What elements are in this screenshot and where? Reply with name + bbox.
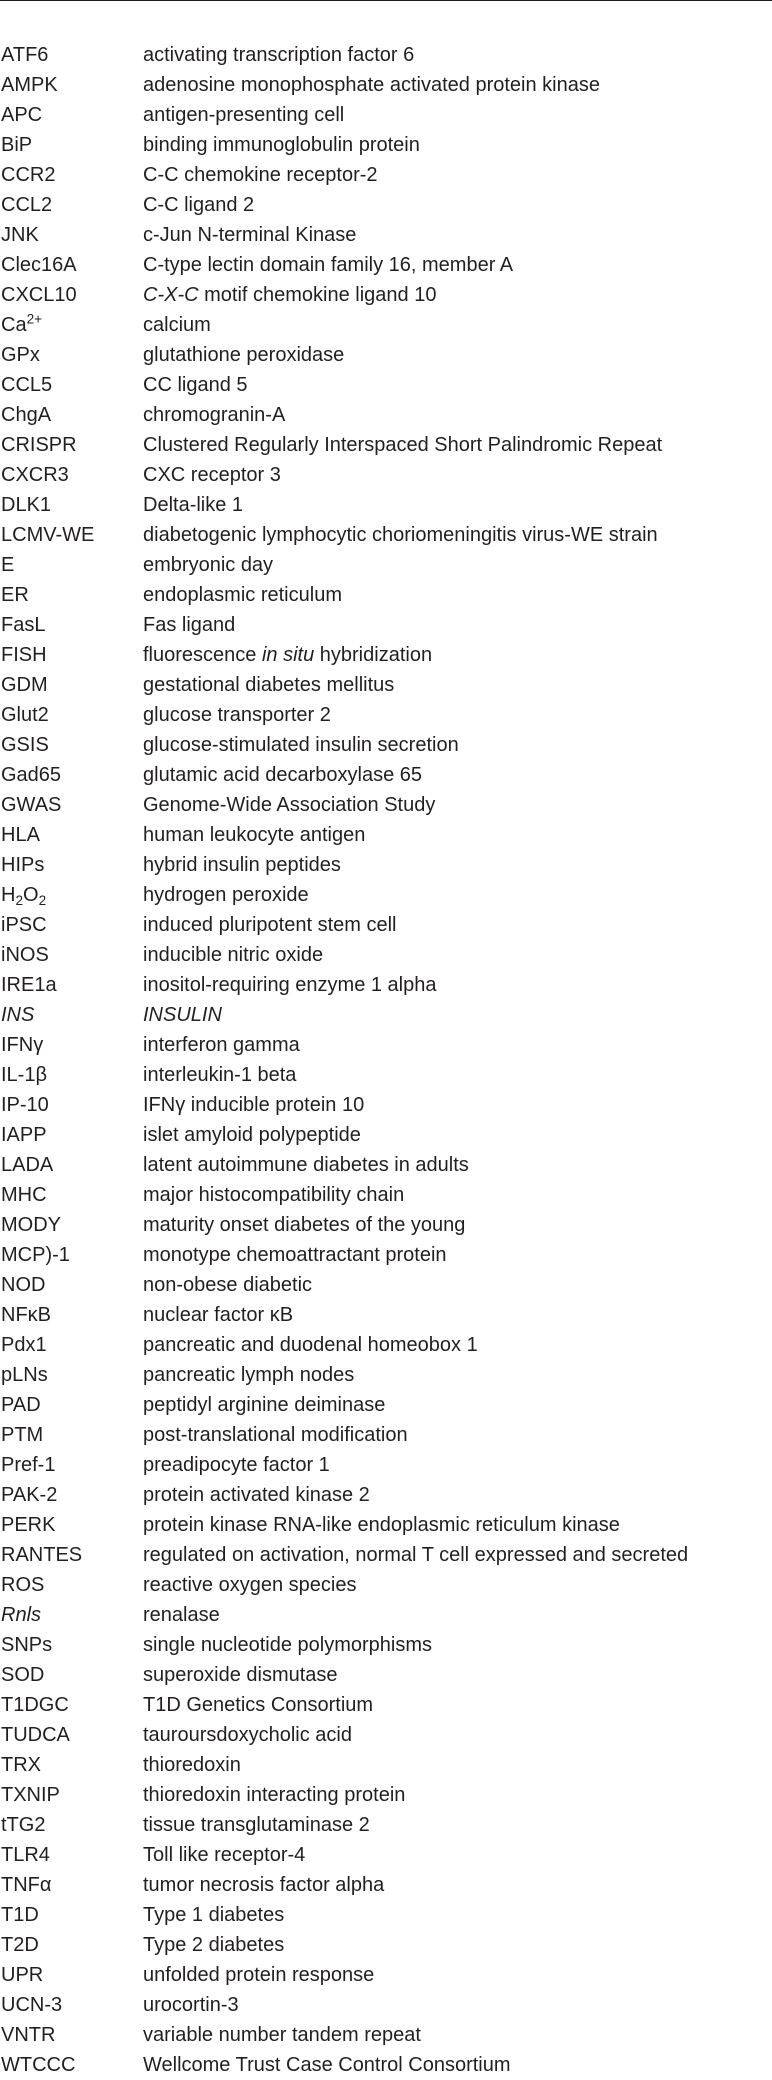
definition: T1D Genetics Consortium <box>143 1694 374 1716</box>
definition: Toll like receptor-4 <box>143 1844 306 1866</box>
abbreviation: PTM <box>1 1424 44 1446</box>
definition: reactive oxygen species <box>143 1574 357 1596</box>
abbreviation: GSIS <box>1 734 49 756</box>
abbreviation: ChgA <box>1 404 52 426</box>
definition: pancreatic lymph nodes <box>143 1364 355 1386</box>
table-row <box>0 760 772 790</box>
abbreviation: CRISPR <box>1 434 77 456</box>
table-row <box>0 640 772 670</box>
abbreviation: DLK1 <box>1 494 52 516</box>
abbreviation: WTCCC <box>1 2054 76 2076</box>
table-row <box>0 220 772 250</box>
definition: glutamic acid decarboxylase 65 <box>143 764 423 786</box>
abbreviation: TXNIP <box>1 1784 60 1806</box>
definition: post-translational modification <box>143 1424 408 1446</box>
abbreviation: Pdx1 <box>1 1334 47 1356</box>
abbreviation: PAD <box>1 1394 41 1416</box>
abbreviation: INS <box>1 1004 35 1026</box>
table-row <box>0 1000 772 1030</box>
table-row <box>0 190 772 220</box>
table-row <box>0 1270 772 1300</box>
definition: tumor necrosis factor alpha <box>143 1874 385 1896</box>
table-row <box>0 1870 772 1900</box>
abbreviation: CCL5 <box>1 374 53 396</box>
abbreviation: IFNγ <box>1 1034 44 1056</box>
abbreviation: TLR4 <box>1 1844 50 1866</box>
definition: diabetogenic lymphocytic choriomeningitis virus-WE strain <box>143 524 658 546</box>
abbreviation: T1D <box>1 1904 39 1926</box>
definition: activating transcription factor 6 <box>143 44 415 66</box>
abbreviation: IL-1β <box>1 1064 47 1086</box>
table-row <box>0 40 772 70</box>
table-row <box>0 1690 772 1720</box>
definition: binding immunoglobulin protein <box>143 134 420 156</box>
abbreviation: IAPP <box>1 1124 47 1146</box>
abbreviation: HLA <box>1 824 40 846</box>
definition: maturity onset diabetes of the young <box>143 1214 466 1236</box>
abbreviation: APC <box>1 104 43 126</box>
definition: inositol-requiring enzyme 1 alpha <box>143 974 437 996</box>
definition: chromogranin-A <box>143 404 286 426</box>
table-row <box>0 1780 772 1810</box>
table-row <box>0 2050 772 2080</box>
definition-italic-part: C-X-C <box>143 284 199 306</box>
table-row <box>0 1600 772 1630</box>
abbreviation: iPSC <box>1 914 47 936</box>
table-row <box>0 850 772 880</box>
abbreviation: TUDCA <box>1 1724 70 1746</box>
definition: major histocompatibility chain <box>143 1184 405 1206</box>
abbreviation: GDM <box>1 674 48 696</box>
table-row <box>0 1060 772 1090</box>
definition: glutathione peroxidase <box>143 344 345 366</box>
table-row <box>0 1240 772 1270</box>
definition: hybrid insulin peptides <box>143 854 341 876</box>
definition: tissue transglutaminase 2 <box>143 1814 370 1836</box>
table-row <box>0 370 772 400</box>
definition-part: motif chemokine ligand 10 <box>198 284 437 306</box>
definition: adenosine monophosphate activated protein kinase <box>143 74 600 96</box>
abbreviation: UCN-3 <box>1 1994 63 2016</box>
table-row <box>0 1510 772 1540</box>
definition: islet amyloid polypeptide <box>143 1124 361 1146</box>
definition: interferon gamma <box>143 1034 300 1056</box>
table-row <box>0 580 772 610</box>
abbreviation: SNPs <box>1 1634 53 1656</box>
abbreviation: AMPK <box>1 74 58 96</box>
abbreviation: CCR2 <box>1 164 56 186</box>
table-row <box>0 1150 772 1180</box>
table-row <box>0 1090 772 1120</box>
table-row <box>0 100 772 130</box>
abbreviations-table <box>0 40 772 2080</box>
abbreviation: PERK <box>1 1514 56 1536</box>
abbreviation: Gad65 <box>1 764 62 786</box>
definition: superoxide dismutase <box>143 1664 338 1686</box>
table-row <box>0 700 772 730</box>
abbreviation: CXCL10 <box>1 284 77 306</box>
table-row <box>0 1390 772 1420</box>
definition: C-C ligand 2 <box>143 194 255 216</box>
abbreviation: iNOS <box>1 944 49 966</box>
table-row <box>0 1960 772 1990</box>
definition <box>143 280 772 310</box>
abbreviation: CXCR3 <box>1 464 69 486</box>
definition: CC ligand 5 <box>143 374 248 396</box>
definition: Wellcome Trust Case Control Consortium <box>143 2054 511 2076</box>
abbreviation-part: H <box>1 884 16 906</box>
table-row <box>0 1480 772 1510</box>
abbreviation: tTG2 <box>1 1814 46 1836</box>
definition: INSULIN <box>143 1004 222 1026</box>
abbreviation: BiP <box>1 134 33 156</box>
abbreviation: E <box>1 554 15 576</box>
definition: tauroursdoxycholic acid <box>143 1724 352 1746</box>
abbreviation: FISH <box>1 644 47 666</box>
definition: thioredoxin interacting protein <box>143 1784 406 1806</box>
table-row <box>0 820 772 850</box>
definition-italic-part: in situ <box>261 644 315 666</box>
abbreviation-subscript: 2 <box>38 893 47 909</box>
table-row <box>0 940 772 970</box>
definition: interleukin-1 beta <box>143 1064 297 1086</box>
table-row <box>0 1990 772 2020</box>
abbreviation: Glut2 <box>1 704 49 726</box>
abbreviation: HIPs <box>1 854 45 876</box>
definition: human leukocyte antigen <box>143 824 366 846</box>
table-row <box>0 790 772 820</box>
abbreviation: GWAS <box>1 794 62 816</box>
abbreviation: TRX <box>1 1754 41 1776</box>
definition: unfolded protein response <box>143 1964 375 1986</box>
table-row <box>0 1900 772 1930</box>
definition: regulated on activation, normal T cell expressed and secreted <box>143 1544 689 1566</box>
table-row <box>0 670 772 700</box>
abbreviation <box>0 880 143 910</box>
abbreviation: ATF6 <box>1 44 49 66</box>
abbreviation: VNTR <box>1 2024 56 2046</box>
table-row <box>0 2020 772 2050</box>
definition: Fas ligand <box>143 614 236 636</box>
definition: Type 1 diabetes <box>143 1904 285 1926</box>
definition: glucose transporter 2 <box>143 704 331 726</box>
abbreviation: IP-10 <box>1 1094 49 1116</box>
table-row <box>0 460 772 490</box>
table-row <box>0 1210 772 1240</box>
abbreviation: T1DGC <box>1 1694 69 1716</box>
definition: latent autoimmune diabetes in adults <box>143 1154 469 1176</box>
abbreviation: MHC <box>1 1184 47 1206</box>
definition: preadipocyte factor 1 <box>143 1454 330 1476</box>
table-row <box>0 310 772 340</box>
table-row <box>0 970 772 1000</box>
table-row <box>0 1300 772 1330</box>
abbreviation: CCL2 <box>1 194 53 216</box>
definition: protein activated kinase 2 <box>143 1484 370 1506</box>
table-row <box>0 1420 772 1450</box>
table-row <box>0 1540 772 1570</box>
table-row <box>0 1660 772 1690</box>
table-row <box>0 490 772 520</box>
definition: pancreatic and duodenal homeobox 1 <box>143 1334 478 1356</box>
definition: urocortin-3 <box>143 1994 239 2016</box>
table-row <box>0 1180 772 1210</box>
definition: gestational diabetes mellitus <box>143 674 395 696</box>
abbreviation: ROS <box>1 1574 45 1596</box>
abbreviation: MODY <box>1 1214 61 1236</box>
table-row <box>0 550 772 580</box>
definition: Genome-Wide Association Study <box>143 794 436 816</box>
abbreviation: ER <box>1 584 29 606</box>
table-row <box>0 1840 772 1870</box>
abbreviation: LCMV-WE <box>1 524 95 546</box>
definition: induced pluripotent stem cell <box>143 914 397 936</box>
definition: glucose-stimulated insulin secretion <box>143 734 459 756</box>
table-top-rule <box>0 0 772 1</box>
table-row <box>0 70 772 100</box>
table-row <box>0 1450 772 1480</box>
definition: C-C chemokine receptor-2 <box>143 164 378 186</box>
definition: monotype chemoattractant protein <box>143 1244 447 1266</box>
definition: hydrogen peroxide <box>143 884 309 906</box>
definition-part: hybridization <box>314 644 433 666</box>
abbreviation: Clec16A <box>1 254 77 276</box>
definition: Delta-like 1 <box>143 494 244 516</box>
table-row <box>0 1570 772 1600</box>
definition: inducible nitric oxide <box>143 944 324 966</box>
abbreviation-part: O <box>23 884 39 906</box>
table-row <box>0 280 772 310</box>
table-row <box>0 160 772 190</box>
definition: peptidyl arginine deiminase <box>143 1394 386 1416</box>
abbreviation: Pref-1 <box>1 1454 56 1476</box>
table-row <box>0 1360 772 1390</box>
definition: thioredoxin <box>143 1754 241 1776</box>
abbreviation: SOD <box>1 1664 45 1686</box>
abbreviation: FasL <box>1 614 46 636</box>
table-row <box>0 1720 772 1750</box>
abbreviation: NOD <box>1 1274 46 1296</box>
table-row <box>0 910 772 940</box>
abbreviation: pLNs <box>1 1364 48 1386</box>
abbreviation: PAK-2 <box>1 1484 58 1506</box>
abbreviation: T2D <box>1 1934 39 1956</box>
definition: endoplasmic reticulum <box>143 584 342 606</box>
definition: non-obese diabetic <box>143 1274 313 1296</box>
table-row <box>0 730 772 760</box>
definition: renalase <box>143 1604 220 1626</box>
definition: single nucleotide polymorphisms <box>143 1634 433 1656</box>
definition: calcium <box>143 314 211 336</box>
table-row <box>0 520 772 550</box>
abbreviation: Rnls <box>1 1604 42 1626</box>
abbreviation <box>0 310 143 340</box>
table-row <box>0 1120 772 1150</box>
table-row <box>0 130 772 160</box>
definition: embryonic day <box>143 554 274 576</box>
definition: IFNγ inducible protein 10 <box>143 1094 365 1116</box>
table-row <box>0 340 772 370</box>
table-row <box>0 400 772 430</box>
definition: protein kinase RNA-like endoplasmic reticulum kinase <box>143 1514 620 1536</box>
abbreviation: UPR <box>1 1964 44 1986</box>
table-row <box>0 1930 772 1960</box>
abbreviation-superscript: 2+ <box>26 311 43 327</box>
table-row <box>0 1810 772 1840</box>
definition: Clustered Regularly Interspaced Short Palindromic Repeat <box>143 434 663 456</box>
definition <box>143 640 772 670</box>
table-row <box>0 1750 772 1780</box>
definition: antigen-presenting cell <box>143 104 345 126</box>
abbreviation: RANTES <box>1 1544 83 1566</box>
abbreviation: MCP)-1 <box>1 1244 70 1266</box>
definition: CXC receptor 3 <box>143 464 281 486</box>
table-row <box>0 610 772 640</box>
table-row <box>0 1030 772 1060</box>
definition: nuclear factor κB <box>143 1304 294 1326</box>
abbreviation: IRE1a <box>1 974 57 996</box>
abbreviation: JNK <box>1 224 39 246</box>
definition: variable number tandem repeat <box>143 2024 421 2046</box>
definition-part: fluorescence <box>143 644 262 666</box>
abbreviation: LADA <box>1 1154 54 1176</box>
abbreviation: GPx <box>1 344 40 366</box>
table-row <box>0 250 772 280</box>
definition: c-Jun N-terminal Kinase <box>143 224 357 246</box>
table-row <box>0 880 772 910</box>
abbreviation: NFκB <box>1 1304 51 1326</box>
abbreviation-subscript: 2 <box>15 893 24 909</box>
table-row <box>0 1630 772 1660</box>
definition: Type 2 diabetes <box>143 1934 285 1956</box>
definition: C-type lectin domain family 16, member A <box>143 254 514 276</box>
table-row <box>0 430 772 460</box>
abbreviation-base: Ca <box>1 314 27 336</box>
table-row <box>0 1330 772 1360</box>
abbreviation: TNFα <box>1 1874 52 1896</box>
